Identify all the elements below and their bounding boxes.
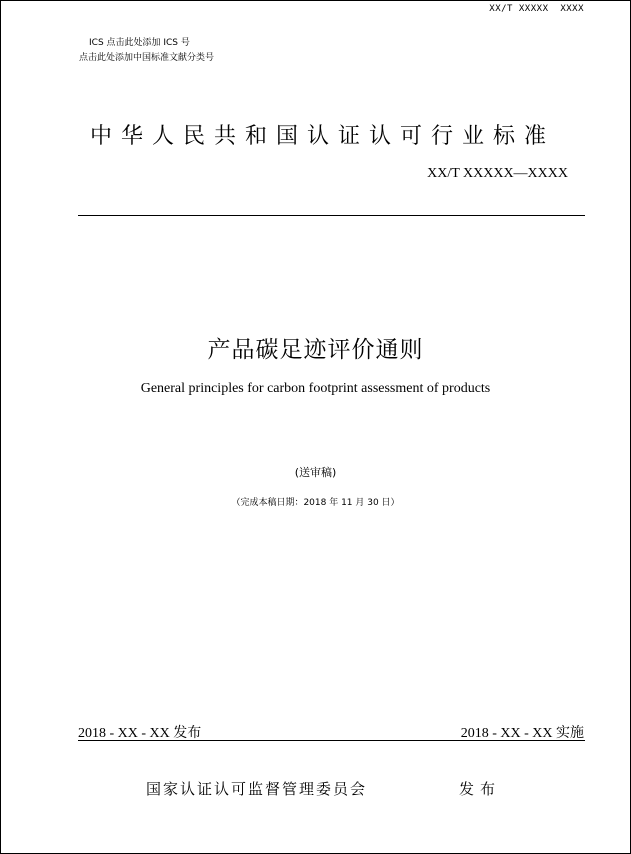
industry-standard-title: 中华人民共和国认证认可行业标准 bbox=[89, 124, 555, 149]
header-standard-code: XX/T XXXXX XXXX bbox=[489, 4, 584, 14]
ics-number-placeholder[interactable]: ICS 点击此处添加 ICS 号 bbox=[89, 38, 190, 48]
issuing-authority: 国家认证认可监督管理委员会 bbox=[146, 780, 368, 798]
document-title-en: General principles for carbon footprint assessment of products bbox=[140, 381, 491, 396]
issue-date: 2018 - XX - XX 发布 bbox=[78, 726, 202, 741]
bottom-divider bbox=[78, 740, 585, 741]
document-title-cn: 产品碳足迹评价通则 bbox=[207, 337, 424, 363]
top-divider bbox=[78, 215, 585, 216]
issuer-action: 发布 bbox=[459, 780, 502, 798]
draft-completion-date: （完成本稿日期：2018 年 11 月 30 日） bbox=[231, 498, 400, 508]
draft-stage: (送审稿) bbox=[294, 466, 337, 479]
implementation-date: 2018 - XX - XX 实施 bbox=[460, 726, 584, 741]
standard-number: XX/T XXXXX—XXXX bbox=[427, 166, 568, 181]
ccs-classification-placeholder[interactable]: 点击此处添加中国标准文献分类号 bbox=[79, 53, 215, 63]
